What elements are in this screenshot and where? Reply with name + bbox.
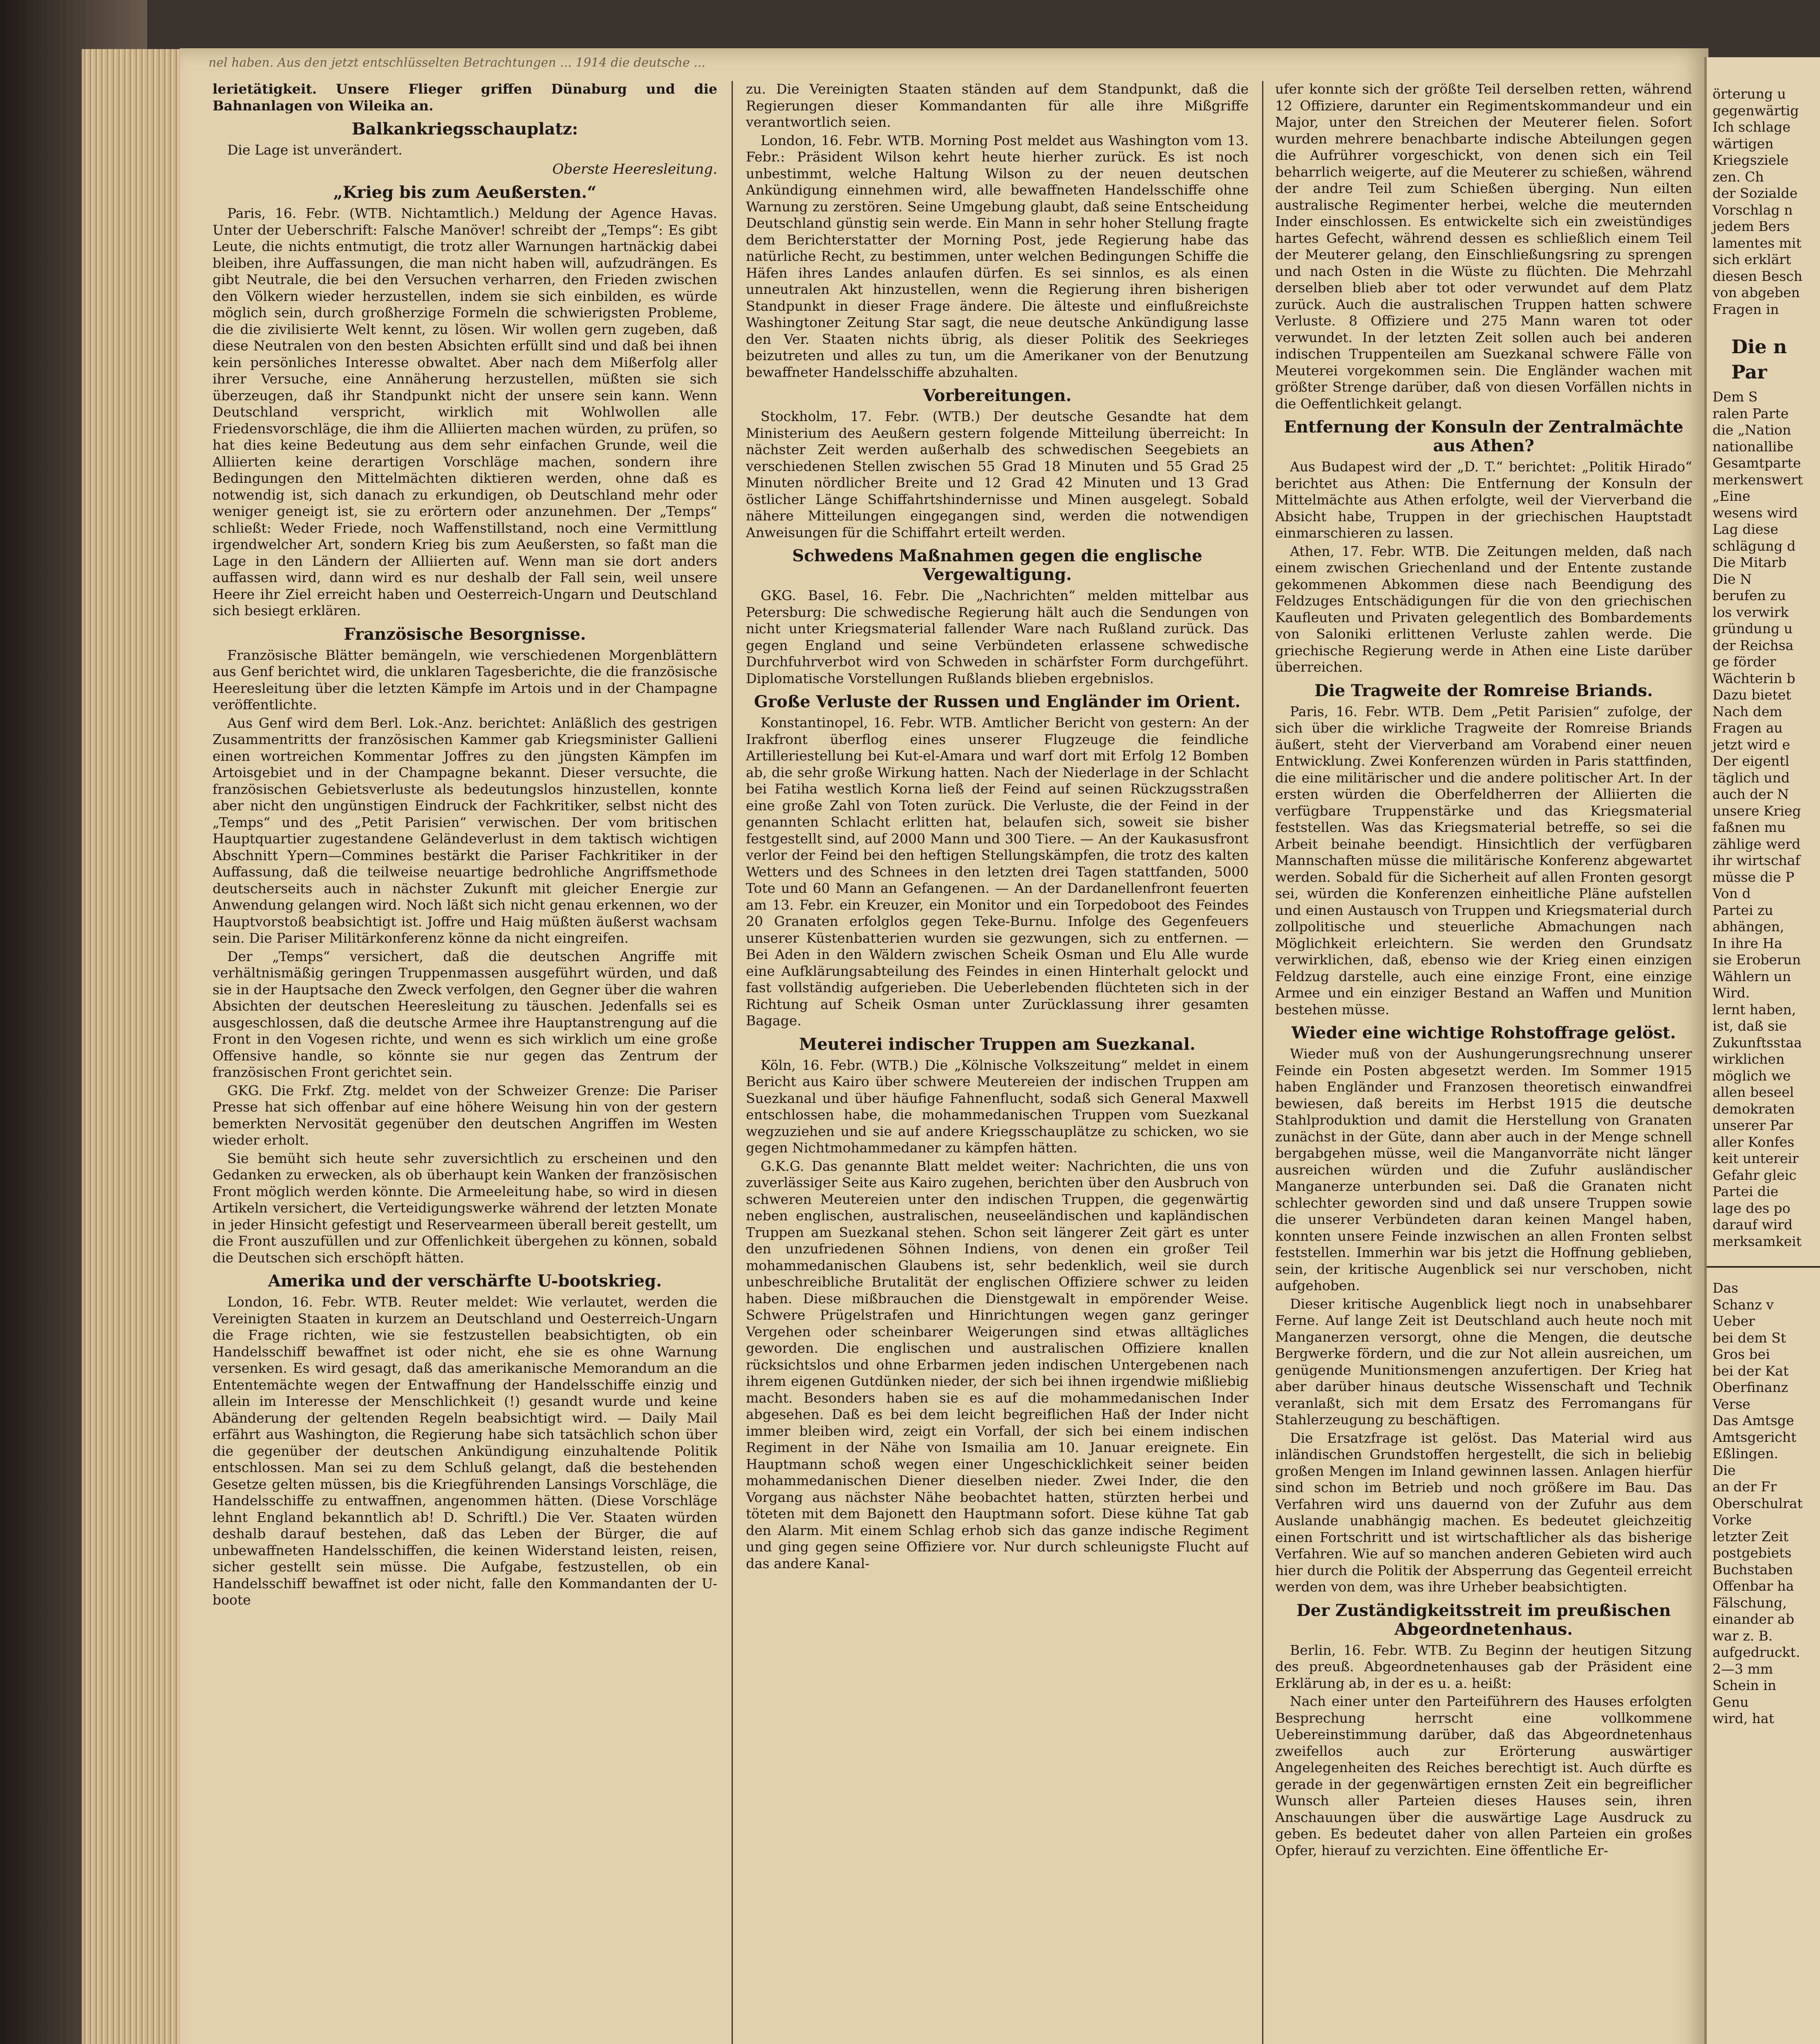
article-headline: Französische Besorgnisse. <box>344 624 586 644</box>
facing-page-line: täglich und <box>1713 769 1790 786</box>
facing-page-line: Kriegsziele <box>1713 152 1789 168</box>
article-paragraph: Nach einer unter den Parteiführern des Hauses erfolgten Besprechung herrscht eine vollkommene Uebereinstimmung darüber, daß das Abgeordnetenhaus zweifellos auch zur Erörterung auswärtiger Angelegenheiten des Reiches berechtigt ist. Auch dürfte es gerade in der gegenwärtigen ernsten Zeit ein begreiflicher Wunsch aller Parteien dieses Hauses sein, ihren Anschauungen über die auswärtige Lage Ausdruck zu geben. Es bedeutet daher von allen Parteien ein großes Opfer, hierauf zu verzichten. Eine öffentliche Er- <box>1275 1693 1692 1858</box>
article-paragraph: Aus Genf wird dem Berl. Lok.-Anz. berichtet: Anläßlich des gestrigen Zusammentritts der französischen Kammer gab Kriegsminister Gallieni einen wortreichen Kommentar Joffres zu den jüngsten Kämpfen im Artoisgebiet und in der Champagne bekannt. Dieser versuchte, die französischen Gebietsverluste als bedeutungslos hinzustellen, konnte aber nicht den ungünstigen Eindruck der Fachkritiker, selbst nicht des „Temps“ und des „Petit Parisien“ verwischen. Der vom britischen Hauptquartier zugestandene Geländeverlust in dem taktisch wichtigen Abschnitt Ypern—Commines bestärkt die Pariser Fachkritiker in der Auffassung, daß die teilweise neuartige bedrohliche Angriffsmethode deutscherseits auch in nächster Zukunft mit gleicher Energie zur Anwendung gelangen wird. Noch läßt sich nicht genau erkennen, wo der Hauptvorstoß beabsichtigt ist. Joffre und Haig müßten äußerst wachsam sein. Die Pariser Militärkonferenz könne da nicht eingreifen. <box>213 715 717 946</box>
facing-page-line: Das <box>1713 1280 1739 1296</box>
facing-page-line: Von d <box>1713 885 1751 901</box>
facing-page-line: unserer Par <box>1713 1117 1793 1133</box>
facing-page-line: faßnen mu <box>1713 819 1786 835</box>
facing-page-line: Die Mitarb <box>1713 554 1787 570</box>
facing-page-line: sich erklärt <box>1713 251 1791 267</box>
facing-page-line: ralen Parte <box>1713 405 1789 421</box>
article-headline: Die Tragweite der Romreise Briands. <box>1314 681 1653 700</box>
article-paragraph: GKG. Die Frkf. Ztg. meldet von der Schweizer Grenze: Die Pariser Presse hat sich offenbar auf eine höhere Weisung hin von der gestern bemerkten Nervosität gegenüber den deutschen Angriffen im Westen wieder erholt. <box>213 1082 717 1148</box>
article-paragraph: Köln, 16. Febr. (WTB.) Die „Kölnische Volkszeitung“ meldet in einem Bericht aus Kairo über schwere Meutereien der indischen Truppen am Suezkanal und über häufige Fahnenflucht, sodaß sich General Maxwell entschlossen habe, die mohammedanischen Truppen vom Suezkanal wegzuziehen und sie auf andere Kriegsschauplätze zu schicken, wo sie gegen Nichtmohammedaner zu kämpfen hätten. <box>746 1057 1249 1156</box>
facing-page-rule <box>1707 1266 1820 1268</box>
article-paragraph: Französische Blätter bemängeln, wie verschiedenen Morgenblättern aus Genf berichtet wird, die unklaren Tagesberichte, die die französische Heeresleitung über die letzten Kämpfe im Artois und in der Champagne veröffentlichte. <box>213 647 717 713</box>
facing-page-line: zen. Ch <box>1713 168 1764 185</box>
facing-page-line: nationallibe <box>1713 438 1793 455</box>
page-edges <box>82 49 184 2044</box>
article-paragraph: Die Lage ist unverändert. <box>227 142 403 158</box>
facing-page-line: 2—3 mm <box>1713 1661 1773 1677</box>
article-paragraph: Der „Temps“ versichert, daß die deutschen Angriffe mit verhältnismäßig geringen Truppenmassen ausgeführt würden, und daß sie in der Hauptsache den Zweck verfolgen, den Gegner über die wahren Absichten der deutschen Heeresleitung zu täuschen. Jedenfalls sei es ausgeschlossen, daß die deutsche Armee ihre Hauptanstrengung auf die Front in den Vogesen richte, und wenn es sich wirklich um eine große Offensive handle, so könnte sie nur gegen das Zentrum der französischen Front gerichtet sein. <box>213 948 717 1080</box>
article-paragraph: Sie bemüht sich heute sehr zuversichtlich zu erscheinen und den Gedanken zu erwecken, als ob überhaupt kein Wanken der französischen Front möglich werden könnte. Die Armeeleitung habe, so wird in diesen Artikeln versichert, die Verteidigungswerke während der letzten Monate in jeder Hinsicht gefestigt und Reservearmeen überall bereit gestellt, um die Front auszufüllen und zur Offenlichkeit übergehen zu können, sobald die Deutschen sich erschöpft hätten. <box>213 1150 717 1266</box>
facing-page-line: In ihre Ha <box>1713 935 1782 951</box>
facing-page-line: keit untereir <box>1713 1150 1799 1166</box>
text-column-2 <box>746 81 1249 2044</box>
article-paragraph: Dieser kritische Augenblick liegt noch in unabsehbarer Ferne. Auf lange Zeit ist Deutschland auch heute noch mit Manganerzen versorgt, ohne die Mengen, die deutsche Bergwerke fördern, und die zur Not allein ausreichen, um genügende Munitionsmengen anzufertigen. Der Krieg hat aber darüber hinaus deutsche Wissenschaft und Technik veranlaßt, sich mit dem Ersatz des Ferromangans für Stahlerzeugung zu beschäftigen. <box>1275 1295 1692 1428</box>
article-headline: Meuterei indischer Truppen am Suezkanal. <box>799 1034 1195 1054</box>
facing-page-line: Die <box>1713 1462 1736 1478</box>
newspaper-page <box>180 48 1708 2044</box>
facing-page-line: Die n <box>1731 336 1787 358</box>
facing-page-line: Dem S <box>1713 389 1758 405</box>
facing-page-line: einander ab <box>1713 1611 1794 1627</box>
facing-page-line: letzter Zeit <box>1713 1528 1789 1544</box>
article-paragraph: Die Ersatzfrage ist gelöst. Das Material wird aus inländischen Grundstoffen hergestellt, die sich in beliebig großen Mengen im Inland gewinnen lassen. Anlagen hierfür sind schon im Betrieb und noch größere im Bau. Das Verfahren wird uns dauernd von der Zufuhr aus dem Auslande unabhängig machen. Es bedeutet gleichzeitig einen Fortschritt und ist wirtschaftlicher als das bisherige Verfahren. Wie auf so manchen anderen Gebieten wird auch hier durch die Politik der Absperrung das Gegenteil erreicht werden von dem, was ihre Urheber beabsichtigten. <box>1275 1430 1692 1595</box>
facing-page-line: gegenwärtig <box>1713 102 1799 119</box>
facing-page-line: Amtsgericht <box>1713 1429 1797 1445</box>
facing-page-line: Oberschulrat <box>1713 1495 1803 1511</box>
facing-page-line: Ueber <box>1713 1313 1755 1329</box>
facing-page-line: abhängen, <box>1713 919 1784 935</box>
facing-page-line: Buchstaben <box>1713 1561 1793 1578</box>
facing-page-fragment <box>1704 57 1820 2044</box>
facing-page-line: Fragen au <box>1713 720 1783 736</box>
facing-page-lines-bottom <box>1707 1280 1820 1727</box>
facing-page-line: aller Konfes <box>1713 1134 1795 1150</box>
facing-page-line: Der eigentl <box>1713 753 1790 769</box>
article-paragraph: Konstantinopel, 16. Febr. WTB. Amtlicher Bericht von gestern: An der Irakfront überflog eines unserer Flugzeuge die feindliche Artilleriestellung bei Kut-el-Amara und warf dort mit Erfolg 12 Bomben ab, die sehr große Wirkung hatten. Nach der Niederlage in der Schlacht bei Fatiha westlich Korna ließ der Feind auf seinen Rückzugsstraßen eine große Zahl von Toten zurück. Die Verluste, die der Feind in der genannten Schlacht erlitten hat, belaufen sich, soweit sie bisher festgestellt sind, auf 2000 Mann und 300 Tiere. — An der Kaukasusfront verlor der Feind bei den heftigen Stellungskämpfen, die trotz des kalten Wetters und des Schnees in den letzten drei Tagen stattfanden, 5000 Tote und 60 Mann an Gefangenen. — An der Dardanellenfront feuerten am 13. Febr. ein Kreuzer, ein Monitor und ein Torpedoboot des Feindes 20 Granaten erfolglos gegen Teke-Burnu. Infolge des Gegenfeuers unserer Küstenbatterien wurden sie gezwungen, sich zu entfernen. — Bei Aden in den Wäldern zwischen Scheik Osman und Elu Alle wurde eine Aufklärungsabteilung des Feindes in einen Hinterhalt gelockt und fast vollständig aufgerieben. Die Ueberlebenden flüchteten sich in der Richtung auf Scheik Osman unter Zurücklassung ihrer gesamten Bagage. <box>746 715 1249 1029</box>
facing-page-line: diesen Besch <box>1713 268 1802 284</box>
article-headline: Große Verluste der Russen und Engländer im Orient. <box>754 692 1241 711</box>
article-paragraph: GKG. Basel, 16. Febr. Die „Nachrichten“ melden mittelbar aus Petersburg: Die schwedische Regierung hält auch die Sendungen von nicht unter Kriegsmaterial fallender Ware nach Rußland zurück. Das gegen England und seine Verbündeten erlassene schwedische Durchfuhrverbot wird von Schweden in schärfster Form durchgeführt. Diplomatische Vorstellungen Rußlands blieben ergebnislos. <box>746 587 1249 686</box>
facing-page-line: „Eine <box>1713 488 1751 504</box>
article-paragraph: London, 16. Febr. WTB. Morning Post meldet aus Washington vom 13. Febr.: Präsident Wilson kehrt heute hierher zurück. Es ist noch unbestimmt, welche Haltung Wilson zu der neuen deutschen Ankündigung einnehmen wird, alle bewaffneten Handelsschiffe ohne Warnung zu zerstören. Seine Umgebung glaubt, daß seine Entscheidung Deutschland günstig sein werde. Ein Mann in sehr hoher Stellung fragte dem Berichterstatter der Morning Post, jede Regierung habe das natürliche Recht, zu bestimmen, unter welchen Bedingungen Schiffe die Häfen ihres Landes anlaufen dürfen. Es sei sinnlos, es als einen unneutralen Akt hinzustellen, wenn die Regierung ihren bisherigen Standpunkt in dieser Frage ändere. Die älteste und einflußreichste Washingtoner Zeitung Star sagt, die neue deutsche Ankündigung lasse den Ver. Staaten nichts übrig, als dieser Politik des Seekrieges beizutreten und alles zu tun, um die Amerikaner von der Benutzung bewaffneter Handelsschiffe abzuhalten. <box>746 132 1249 380</box>
facing-page-line: ist, daß sie <box>1713 1018 1787 1034</box>
facing-page-line: örterung u <box>1713 86 1786 102</box>
facing-page-line: lamentes mit <box>1713 235 1802 251</box>
facing-page-line: Eßlingen. <box>1713 1446 1778 1461</box>
facing-page-line: müsse die P <box>1713 869 1795 885</box>
text-column-1 <box>213 81 717 2044</box>
facing-page-heading <box>1707 334 1820 385</box>
facing-page-line: Partei die <box>1713 1183 1779 1199</box>
facing-page-line: bei der Kat <box>1713 1363 1789 1379</box>
article-headline: Der Zuständigkeitsstreit im preußischen Abgeordnetenhaus. <box>1296 1600 1671 1639</box>
facing-page-line: Verse <box>1713 1396 1751 1412</box>
article-headline: Entfernung der Konsuln der Zentralmächte aus Athen? <box>1284 417 1683 455</box>
facing-page-line: unsere Krieg <box>1713 802 1801 819</box>
facing-page-line: bei dem St <box>1713 1329 1786 1346</box>
facing-page-line: Die N <box>1713 571 1752 587</box>
article-paragraph: ufer konnte sich der größte Teil derselben retten, während 12 Offiziere, darunter ein Regimentskommandeur und ein Major, unter den Streichen der Meuterer fielen. Sofort wurden mehrere benachbarte indische Abteilungen gegen die Aufrührer vorgeschickt, von denen sich ein Teil beharrlich weigerte, auf die Meuterer zu schießen, während der andre Teil zum Schießen überging. Nun eilten australische Regimenter herbei, welche die meuternden Inder einschlossen. Es entwickelte sich ein zweistündiges hartes Gefecht, während dessen es schließlich einem Teil der Meuterer gelang, den Einschließungsring zu sprengen und nach Osten in die Wüste zu flüchten. Die Mehrzahl derselben blieb aber tot oder verwundet auf dem Platz zurück. Auch die australischen Truppen hatten schwere Verluste. 8 Offiziere und 275 Mann waren tot oder verwundet. In der letzten Zeit sollen auch bei anderen indischen Truppenteilen am Suezkanal schwere Fälle von Meuterei vorgekommen sein. Die Engländer wachen mit größter Strenge darüber, daß von diesen Vorfällen nichts in die Oeffentlichkeit gelangt. <box>1275 81 1692 412</box>
facing-page-line: Wählern un <box>1713 968 1791 984</box>
article-paragraph: Aus Budapest wird der „D. T.“ berichtet: „Politik Hirado“ berichtet aus Athen: Die Entfernung der Konsuln der Mittelmächte aus Athen erfolgte, weil der Vierverband die Absicht habe, Truppen in der griechischen Hauptstadt einmarschieren zu lassen. <box>1275 459 1692 541</box>
facing-page-line: die „Nation <box>1713 422 1791 438</box>
facing-page-line: Wird. <box>1713 985 1750 1001</box>
facing-page-line: merkenswert <box>1713 471 1803 488</box>
column-rule-1 <box>732 81 733 2044</box>
facing-page-line: jetzt wird e <box>1713 736 1790 753</box>
facing-page-line: berufen zu <box>1713 587 1786 603</box>
facing-page-line: Lag diese <box>1713 521 1778 537</box>
article-paragraph: Stockholm, 17. Febr. (WTB.) Der deutsche Gesandte hat dem Ministerium des Aeußern gestern folgende Mitteilung überreicht: In nächster Zeit werden außerhalb des schwedischen Seegebiets an verschiedenen Stellen zwischen 55 Grad 18 Minuten und 55 Grad 25 Minuten nördlicher Breite und 12 Grad 42 Minuten und 13 Grad östlicher Länge Schiffahrtshindernisse und Minen ausgelegt. Sobald nähere Mitteilungen eingegangen sind, werden die notwendigen Anweisungen für die Schiffahrt erteilt werden. <box>746 408 1249 540</box>
facing-page-line: der Reichsa <box>1713 637 1794 653</box>
facing-page-line: lage des po <box>1713 1200 1791 1216</box>
facing-page-line: Par <box>1731 361 1767 383</box>
facing-page-line: schlägung d <box>1713 538 1796 554</box>
facing-page-line: ge förder <box>1713 654 1776 670</box>
facing-page-line: aufgedruckt. <box>1713 1644 1800 1660</box>
article-headline: Wieder eine wichtige Rohstoffrage gelöst. <box>1291 1023 1676 1042</box>
article-paragraph: Berlin, 16. Febr. WTB. Zu Beginn der heutigen Sitzung des preuß. Abgeordnetenhauses gab der Präsident eine Erklärung ab, in der es u. a. heißt: <box>1275 1642 1692 1691</box>
facing-page-line: Genu <box>1713 1694 1749 1710</box>
facing-page-line: wirklichen <box>1713 1051 1785 1067</box>
facing-page-line: Gros bei <box>1713 1346 1770 1362</box>
facing-page-line: gründung u <box>1713 621 1793 637</box>
facing-page-lines-top <box>1707 86 1820 318</box>
facing-page-line: wird, hat <box>1713 1710 1774 1726</box>
facing-page-line: Oberfinanz <box>1713 1379 1789 1395</box>
facing-page-line: Ich schlage <box>1713 119 1791 135</box>
facing-page-line: der Sozialde <box>1713 185 1798 201</box>
facing-page-line: Dazu bietet <box>1713 687 1791 703</box>
facing-page-line: jedem Bers <box>1713 218 1790 234</box>
facing-page-line: Schanz v <box>1713 1296 1774 1313</box>
facing-page-line: Gesamtparte <box>1713 455 1801 471</box>
facing-page-line: war z. B. <box>1713 1627 1773 1644</box>
facing-page-line: von abgeben <box>1713 285 1800 300</box>
article-paragraph: Paris, 16. Febr. (WTB. Nichtamtlich.) Meldung der Agence Havas. Unter der Ueberschrift: Falsche Manöver! schreibt der „Temps“: Es gibt Leute, die nichts entmutigt, die trotz aller Warnungen hartnäckig dabei bleiben, ihre Auffassungen, die man nicht haben will, aufzudrängen. Es gibt Neutrale, die bei den Versuchen verharren, den Frieden zwischen den Völkern wieder herzustellen, indem sie sich einbilden, es würde möglich sein, durch großherzige Formeln die schwierigsten Probleme, die die zivilisierte Welt kennt, zu lösen. Wir wollen gern zugeben, daß diese Neutralen von den besten Absichten erfüllt sind und daß bei ihnen kein persönliches Interesse obwaltet. Aber nach dem Mißerfolg aller ihrer Versuche, eine Annäherung herzustellen, müßten sie sich überzeugen, daß ihr Standpunkt nicht der unsere sein kann. Wenn Deutschland verspricht, wirklich mit Wohlwollen alle Friedensvorschläge, die ihm die Alliierten machen würden, zu prüfen, so hat dies keine Bedeutung aus dem sehr einfachen Grunde, weil die Alliierten keine derartigen Vorschläge machen, sondern ihre Bedingungen den Mittelmächten diktieren werden, ohne daß es notwendig ist, sich danach zu erkundigen, ob Deutschland mehr oder weniger geneigt ist, sie zu erörtern oder anzunehmen. Der „Temps“ schließt: Weder Friede, noch Waffenstillstand, noch eine Vermittlung irgendwelcher Art, sondern Krieg bis zum Aeußersten, so faßt man die Lage in den Ländern der Alliierten auf. Wenn man sie dort anders auffassen wird, dann wird es nur deshalb der Fall sein, weil unsere Heere ihr Ziel erreicht haben und Oesterreich-Ungarn und Deutschland sich besiegt erklären. <box>213 205 717 619</box>
article-headline: „Krieg bis zum Aeußersten.“ <box>333 183 597 202</box>
facing-page-line: Wächterin b <box>1713 670 1795 686</box>
facing-page-line: Vorschlag n <box>1713 202 1793 218</box>
facing-page-line: merksamkeit <box>1713 1233 1802 1249</box>
facing-page-line: Nach dem <box>1713 703 1782 719</box>
article-paragraph: London, 16. Febr. WTB. Reuter meldet: Wie verlautet, werden die Vereinigten Staaten in kurzem an Deutschland und Oesterreich-Ungarn die Frage richten, wie sie festzustellen beabsichtigten, ob ein Handelsschiff bewaffnet ist oder nicht, ehe sie es ohne Warnung versenken. Es wird gesagt, daß das amerikanische Memorandum an die Ententemächte wegen der Entwaffnung der Handelsschiffe einzig und allein im Interesse der Menschlichkeit (!) gesandt wurde und keine Abänderung der geltenden Regeln beabsichtigt wird. — Daily Mail erfährt aus Washington, die Regierung habe sich tatsächlich schon über die gegenüber der deutschen Ankündigung einzuhaltende Politik entschlossen. Man sei zu dem Schluß gelangt, daß die bestehenden Gesetze gelten müssen, bis die Kriegführenden Lansings Vorschläge, die Handelsschiffe zu entwaffnen, angenommen hätten. (Diese Vorschläge lehnt England bekanntlich ab! D. Schriftl.) Die Ver. Staaten würden deshalb darauf bestehen, daß das Leben der Bürger, die auf unbewaffneten Handelsschiffen, die keinen Widerstand leisten, reisen, sicher gestellt sein müsse. Die Aufgabe, festzustellen, ob ein Handelsschiff bewaffnet ist oder nicht, falle den Kommandanten der U-boote <box>213 1294 717 1608</box>
article-paragraph: Wieder muß von der Aushungerungsrechnung unserer Feinde ein Posten abgesetzt werden. Im Sommer 1915 haben Engländer und Franzosen theoretisch einwandfrei bewiesen, daß bereits im Herbst 1915 die deutsche Stahlproduktion und damit die Herstellung von Granaten zunächst in der Güte, dann aber auch in der Menge schnell bergabgehen müsse, weil die Manganvorräte nicht länger ausreichen würden und die Zufuhr ausländischer Manganerze unterbunden sei. Daß die Granaten nicht schlechter geworden sind und daß unsere Truppen sowie die unserer Verbündeten daran keinen Mangel haben, konnten unsere Feinde inzwischen an allen Fronten selbst feststellen. Immerhin war bis jetzt die Hoffnung geblieben, sein, der kritische Augenblick sei nur verschoben, nicht aufgehoben. <box>1275 1046 1692 1293</box>
cut-off-top-line: nel haben. Aus den jetzt entschlüsselten Betrachtungen ... 1914 die deutsche ... <box>208 56 705 70</box>
facing-page-line: Vorke <box>1713 1512 1752 1528</box>
facing-page-line: postgebiets <box>1713 1545 1792 1561</box>
facing-page-line: Partei zu <box>1713 902 1773 918</box>
facing-page-line: an der Fr <box>1713 1479 1777 1495</box>
facing-page-line: wesens wird <box>1713 504 1798 521</box>
facing-page-line: darauf wird <box>1713 1217 1793 1233</box>
facing-page-line: Das Amtsge <box>1713 1412 1794 1428</box>
article-paragraph: lerietätigkeit. Unsere Flieger griffen Dünaburg und die Bahnanlagen von Wileika an. <box>213 81 717 114</box>
article-paragraph: zu. Die Vereinigten Staaten ständen auf dem Standpunkt, daß die Regierungen dieser Kommandanten für alle ihre Mißgriffe verantwortlich seien. <box>746 81 1249 130</box>
article-paragraph: Paris, 16. Febr. WTB. Dem „Petit Parisien“ zufolge, der sich über die wirkliche Tragweite der Romreise Briands äußert, steht der Vierverband am Vorabend einer neuen Entwicklung. Zwei Konferenzen würden in Paris stattfinden, die eine militärischer und die andere politischer Art. In der ersten würden die Oberfeldherren der Alliierten die verfügbare Truppenstärke und das Kriegsmaterial feststellen. Was das Kriegsmaterial betreffe, so sei die Arbeit beinahe beendigt. Hinsichtlich der verfügbaren Mannschaften müsse die militärische Konferenz abgewartet werden. Sobald für die Sicherheit auf allen Fronten gesorgt sei, würden die Konferenzen einheitliche Pläne aufstellen und einen Austausch von Truppen und Kriegsmaterial durch zollpolitische und steuerliche Abmachungen nach Möglichkeit erleichtern. Sie werden den Grundsatz verwirklichen, daß, ebenso wie der Krieg einen einzigen Feldzug darstelle, auch eine einzige Front, eine einzige Armee und ein einziger Bestand an Waffen und Munition bestehen müsse. <box>1275 703 1692 1018</box>
facing-page-line: Offenbar ha <box>1713 1578 1794 1594</box>
facing-page-line: möglich we <box>1713 1067 1791 1084</box>
facing-page-line: Schein in <box>1713 1677 1776 1693</box>
article-headline: Schwedens Maßnahmen gegen die englische Vergewaltigung. <box>792 546 1202 584</box>
facing-page-line: wärtigen <box>1713 135 1774 152</box>
facing-page-line: Gefahr gleic <box>1713 1167 1797 1183</box>
facing-page-line: ihr wirtschaf <box>1713 852 1800 868</box>
facing-page-line: auch der N <box>1713 786 1789 802</box>
article-headline: Amerika und der verschärfte U-bootskrieg. <box>268 1271 662 1291</box>
facing-page-lines-middle <box>1707 389 1820 1250</box>
facing-page-line: lernt haben, <box>1713 1001 1796 1018</box>
article-paragraph: G.K.G. Das genannte Blatt meldet weiter: Nachrichten, die uns von zuverlässiger Seite aus Kairo zugehen, berichten über den Ausbruch von schweren Meutereien unter den indischen Truppen, die gegenwärtig neben englischen, australischen, neuseeländischen und kapländischen Truppen am Suezkanal stehen. Schon seit längerer Zeit gärt es unter den unzufriedenen Söhnen Indiens, von denen ein großer Teil mohammedanischen Glaubens ist, sehr bedenklich, weil sie durch unbeschreibliche Brutalität der englischen Offiziere schwer zu leiden haben. Diese mißbrauchen die Dienstgewalt in empörender Weise. Schwere Prügelstrafen und Hinrichtungen wegen ganz geringer Vergehen oder scheinbarer Weigerungen sind etwas alltägliches geworden. Die englischen und australischen Offiziere knallen rücksichtslos und ohne Erbarmen jeden indischen Untergebenen nach ihrem eigenen Gutdünken nieder, der sich bei ihnen irgendwie mißliebig macht. Besonders haben sie es auf die mohammedanischen Inder abgesehen. Daß es bei dem leicht begreiflichen Haß der Inder nicht immer bleiben wird, zeigt ein Vorfall, der sich bei einem indischen Regiment in der Nähe von Ismailia am 10. Januar ereignete. Ein Hauptmann schoß wegen einer Ungeschicklichkeit seiner beiden mohammedanischen Diener dieselben nieder. Zwei Inder, die den Vorgang aus nächster Nähe beobachtet hatten, stürzten herbei und töteten mit dem Bajonett den Hauptmann sofort. Diese kühne Tat gab den Alarm. Mit einem Schlag erhob sich das ganze indische Regiment und ging gegen seine Offiziere vor. Nur durch schleunigste Flucht auf das andere Kanal- <box>746 1158 1249 1571</box>
article-paragraph: Athen, 17. Febr. WTB. Die Zeitungen melden, daß nach einem zwischen Griechenland und der Entente zustande gekommenen Abkommen diese nach Beendigung des Feldzuges Entschädigungen für die von den griechischen Kaufleuten und Privaten gelegentlich des Bombardements von Saloniki erlittenen Verluste zahlen werde. Die griechische Regierung werde in Athen eine Liste darüber überreichen. <box>1275 543 1692 675</box>
facing-page-line: Zukunftsstaa <box>1713 1034 1802 1051</box>
article-headline: Balkankriegsschauplatz: <box>351 119 578 139</box>
facing-page-line: allen beseel <box>1713 1084 1794 1100</box>
article-headline: Vorbereitungen. <box>923 386 1072 405</box>
facing-page-line: zählige werd <box>1713 836 1801 852</box>
facing-page-line: los verwirk <box>1713 604 1789 620</box>
facing-page-line: demokraten <box>1713 1100 1795 1117</box>
facing-page-line: Fälschung, <box>1713 1594 1787 1611</box>
signature: Oberste Heeresleitung. <box>552 161 717 177</box>
facing-page-line: Fragen in <box>1713 301 1779 317</box>
text-column-3 <box>1275 81 1692 2044</box>
facing-page-line: sie Eroberun <box>1713 952 1801 968</box>
column-rule-2 <box>1262 81 1263 2044</box>
